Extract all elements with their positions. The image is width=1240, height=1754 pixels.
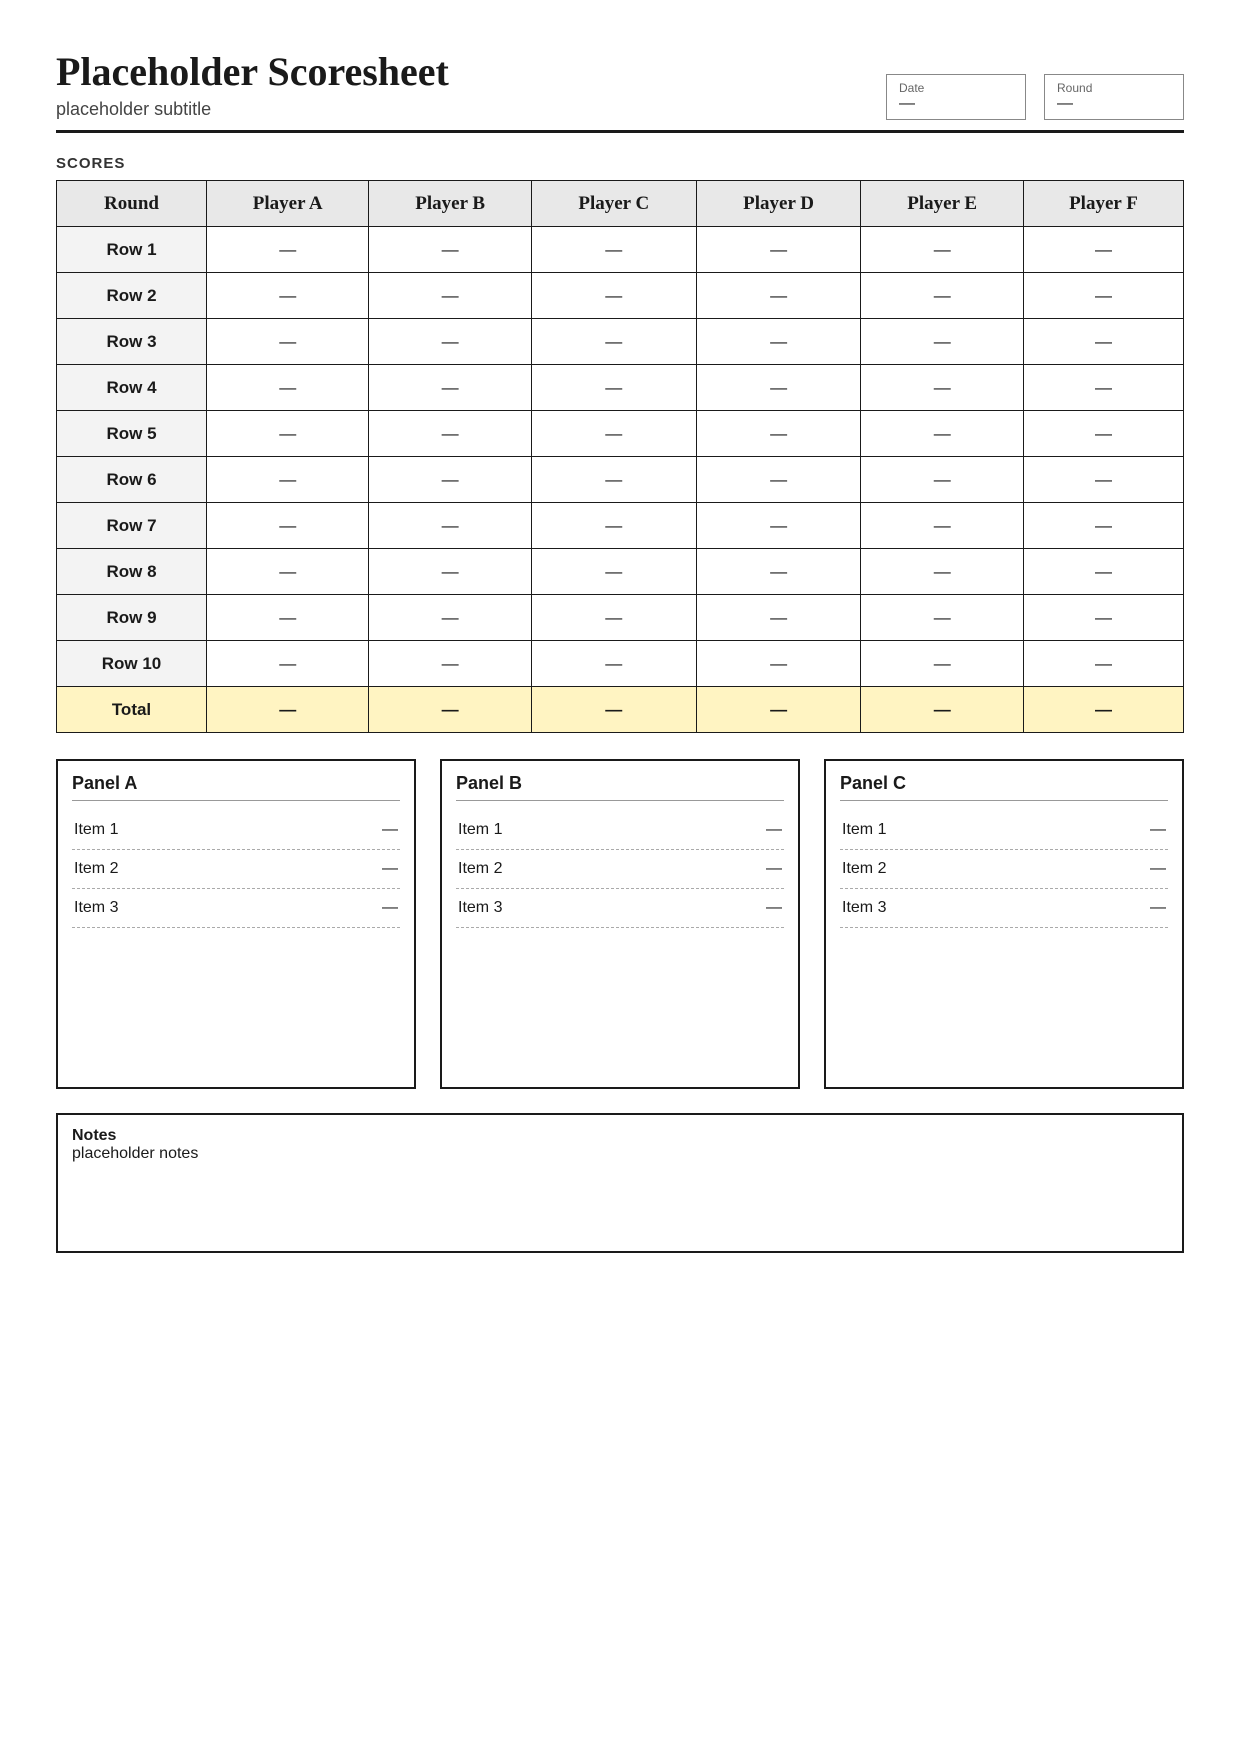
notes-text: placeholder notes bbox=[72, 1145, 199, 1162]
score-cell: — bbox=[1023, 503, 1183, 549]
corner-header: Round bbox=[57, 181, 207, 227]
score-cell: — bbox=[861, 595, 1023, 641]
score-cell: — bbox=[861, 503, 1023, 549]
score-cell: — bbox=[531, 319, 696, 365]
date-field bbox=[886, 74, 1026, 120]
score-cell: — bbox=[531, 595, 696, 641]
score-row-label: Row 9 bbox=[57, 595, 207, 641]
score-row-label: Row 8 bbox=[57, 549, 207, 595]
score-header-row bbox=[57, 181, 1184, 227]
notes-box bbox=[56, 1113, 1184, 1253]
score-cell: — bbox=[531, 411, 696, 457]
score-row bbox=[57, 411, 1184, 457]
total-row bbox=[57, 687, 1184, 733]
panel-line-label: Item 3 bbox=[842, 899, 887, 916]
score-cell: — bbox=[861, 549, 1023, 595]
panel-line-value: — bbox=[1150, 821, 1166, 838]
score-cell: — bbox=[207, 549, 369, 595]
score-row-label: Row 2 bbox=[57, 273, 207, 319]
score-cell: — bbox=[207, 457, 369, 503]
title-block bbox=[56, 48, 449, 120]
sheet-subtitle: placeholder subtitle bbox=[56, 99, 212, 119]
panel-line bbox=[456, 889, 784, 928]
round-label: Round bbox=[1057, 81, 1093, 95]
player-header: Player D bbox=[696, 181, 861, 227]
score-cell: — bbox=[207, 503, 369, 549]
panel-line bbox=[840, 850, 1168, 889]
panel-title: Panel B bbox=[456, 773, 784, 801]
score-cell: — bbox=[369, 319, 531, 365]
total-cell: — bbox=[369, 687, 531, 733]
sheet-header bbox=[56, 48, 1184, 133]
score-table bbox=[56, 180, 1184, 733]
score-cell: — bbox=[1023, 641, 1183, 687]
total-label: Total bbox=[57, 687, 207, 733]
score-cell: — bbox=[369, 411, 531, 457]
score-cell: — bbox=[531, 227, 696, 273]
player-header: Player B bbox=[369, 181, 531, 227]
player-header: Player F bbox=[1023, 181, 1183, 227]
score-cell: — bbox=[1023, 595, 1183, 641]
total-cell: — bbox=[207, 687, 369, 733]
score-cell: — bbox=[531, 365, 696, 411]
score-cell: — bbox=[207, 595, 369, 641]
panel-line-label: Item 2 bbox=[458, 860, 503, 877]
panel-line bbox=[72, 850, 400, 889]
panel-line-label: Item 1 bbox=[842, 821, 887, 838]
sheet-title: Placeholder Scoresheet bbox=[56, 49, 449, 94]
panel-line-value: — bbox=[382, 860, 398, 877]
panel-line bbox=[840, 811, 1168, 850]
score-row bbox=[57, 641, 1184, 687]
score-row-label: Row 6 bbox=[57, 457, 207, 503]
player-header: Player E bbox=[861, 181, 1023, 227]
score-row bbox=[57, 227, 1184, 273]
score-cell: — bbox=[696, 457, 861, 503]
round-value: — bbox=[1057, 95, 1073, 112]
score-cell: — bbox=[207, 227, 369, 273]
score-cell: — bbox=[207, 319, 369, 365]
score-body bbox=[57, 227, 1184, 733]
notes-label: Notes bbox=[72, 1127, 117, 1144]
score-cell: — bbox=[207, 411, 369, 457]
panel-line-value: — bbox=[1150, 899, 1166, 916]
summary-panel bbox=[824, 759, 1184, 1089]
score-cell: — bbox=[696, 365, 861, 411]
total-cell: — bbox=[861, 687, 1023, 733]
player-header: Player C bbox=[531, 181, 696, 227]
score-cell: — bbox=[696, 273, 861, 319]
panel-line-label: Item 1 bbox=[74, 821, 119, 838]
panel-line-value: — bbox=[766, 899, 782, 916]
summary-panel bbox=[56, 759, 416, 1089]
scores-section-label: SCORES bbox=[56, 155, 126, 172]
score-cell: — bbox=[696, 227, 861, 273]
panel-line bbox=[840, 889, 1168, 928]
score-cell: — bbox=[207, 365, 369, 411]
score-cell: — bbox=[531, 503, 696, 549]
score-row bbox=[57, 273, 1184, 319]
score-cell: — bbox=[696, 503, 861, 549]
score-cell: — bbox=[861, 457, 1023, 503]
panel-line-label: Item 3 bbox=[458, 899, 503, 916]
panel-title: Panel C bbox=[840, 773, 1168, 801]
score-cell: — bbox=[531, 457, 696, 503]
panel-line-value: — bbox=[382, 899, 398, 916]
score-cell: — bbox=[861, 411, 1023, 457]
score-cell: — bbox=[369, 595, 531, 641]
score-row-label: Row 4 bbox=[57, 365, 207, 411]
score-cell: — bbox=[1023, 365, 1183, 411]
score-cell: — bbox=[696, 411, 861, 457]
panel-line-label: Item 2 bbox=[74, 860, 119, 877]
score-row-label: Row 7 bbox=[57, 503, 207, 549]
score-row bbox=[57, 457, 1184, 503]
score-cell: — bbox=[1023, 549, 1183, 595]
score-cell: — bbox=[1023, 227, 1183, 273]
score-cell: — bbox=[1023, 457, 1183, 503]
score-cell: — bbox=[696, 641, 861, 687]
score-cell: — bbox=[861, 319, 1023, 365]
score-cell: — bbox=[1023, 319, 1183, 365]
score-cell: — bbox=[369, 273, 531, 319]
score-cell: — bbox=[531, 641, 696, 687]
score-cell: — bbox=[861, 365, 1023, 411]
score-cell: — bbox=[1023, 273, 1183, 319]
score-cell: — bbox=[207, 273, 369, 319]
score-row-label: Row 5 bbox=[57, 411, 207, 457]
score-cell: — bbox=[861, 273, 1023, 319]
total-cell: — bbox=[1023, 687, 1183, 733]
score-cell: — bbox=[369, 549, 531, 595]
score-cell: — bbox=[696, 595, 861, 641]
panel-line-value: — bbox=[1150, 860, 1166, 877]
score-cell: — bbox=[369, 457, 531, 503]
score-row bbox=[57, 549, 1184, 595]
total-cell: — bbox=[531, 687, 696, 733]
panel-line bbox=[72, 811, 400, 850]
date-value: — bbox=[899, 95, 915, 112]
score-cell: — bbox=[531, 549, 696, 595]
score-cell: — bbox=[861, 641, 1023, 687]
score-row-label: Row 10 bbox=[57, 641, 207, 687]
meta-fields bbox=[886, 74, 1184, 120]
score-row-label: Row 3 bbox=[57, 319, 207, 365]
panel-line-value: — bbox=[382, 821, 398, 838]
score-cell: — bbox=[531, 273, 696, 319]
score-row-label: Row 1 bbox=[57, 227, 207, 273]
score-cell: — bbox=[369, 641, 531, 687]
score-cell: — bbox=[369, 227, 531, 273]
player-header: Player A bbox=[207, 181, 369, 227]
panel-line-value: — bbox=[766, 821, 782, 838]
score-cell: — bbox=[1023, 411, 1183, 457]
panel-line bbox=[72, 889, 400, 928]
panel-line-label: Item 2 bbox=[842, 860, 887, 877]
score-cell: — bbox=[369, 365, 531, 411]
panel-line-label: Item 3 bbox=[74, 899, 119, 916]
total-cell: — bbox=[696, 687, 861, 733]
summary-panels bbox=[56, 759, 1184, 1089]
panel-line-value: — bbox=[766, 860, 782, 877]
score-row bbox=[57, 595, 1184, 641]
score-cell: — bbox=[207, 641, 369, 687]
score-cell: — bbox=[369, 503, 531, 549]
date-label: Date bbox=[899, 81, 925, 95]
panel-title: Panel A bbox=[72, 773, 400, 801]
summary-panel bbox=[440, 759, 800, 1089]
panel-line bbox=[456, 811, 784, 850]
score-row bbox=[57, 319, 1184, 365]
panel-line-label: Item 1 bbox=[458, 821, 503, 838]
score-cell: — bbox=[861, 227, 1023, 273]
panel-line bbox=[456, 850, 784, 889]
score-row bbox=[57, 503, 1184, 549]
score-cell: — bbox=[696, 549, 861, 595]
score-cell: — bbox=[696, 319, 861, 365]
score-row bbox=[57, 365, 1184, 411]
round-field bbox=[1044, 74, 1184, 120]
